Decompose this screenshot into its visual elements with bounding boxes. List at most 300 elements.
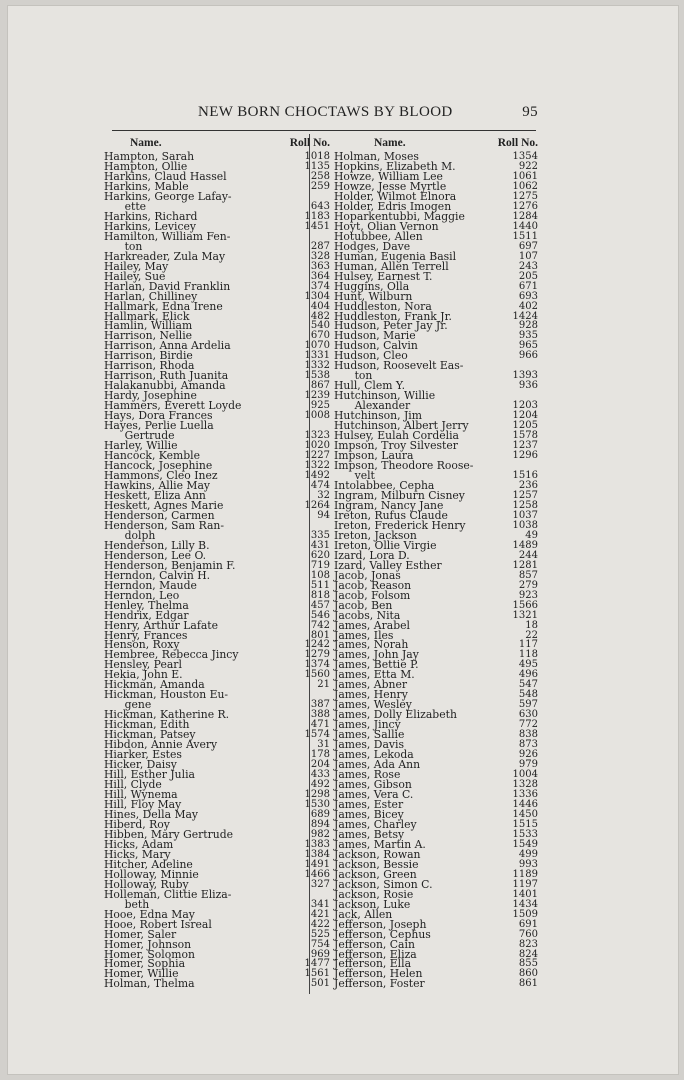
entry-roll-number: 982 [310,828,330,840]
entry-name: Homer, Willie [104,967,179,981]
entry-name: Human, Allen Terrell [334,259,449,273]
entry-name: Harkins, George Lafay- [104,189,232,203]
entry-name: Hutchinson, Jim [334,409,422,423]
entry-name: Hawkins, Allie May [104,478,211,492]
entry-name: Homer, Solomon [104,947,195,961]
name-heading: Name. [374,137,406,149]
entry-roll-number: 643 [310,200,330,212]
entry-roll-number: 421 [310,908,330,920]
entry-name: Hulsey, Eulah Cordelia [334,429,459,443]
entry-name: beth [104,897,150,911]
entry-name: Hill, Floy May [104,797,182,811]
entry-name: James, Iles [334,628,394,642]
entry-roll-number: 1275 [512,190,538,202]
entry-roll-number: 1258 [512,499,538,511]
entry-name: Hunt, Wilburn [334,289,413,303]
entry-name: Hines, Della May [104,807,199,821]
entry-roll-number: 1008 [304,410,330,422]
entry-roll-number: 108 [310,569,330,581]
entry-roll-number: 922 [518,160,538,172]
entry-name: Jefferson, Cain [334,937,415,951]
entry-roll-number: 363 [310,260,330,272]
entry-roll-number: 1323 [304,430,330,442]
entry-name: Harrison, Nellie [104,329,193,343]
entry-name: James, Bettie P. [334,658,419,672]
entry-roll-number: 1062 [512,180,538,192]
entry-roll-number: 433 [310,769,330,781]
entry-roll-number: 259 [310,180,330,192]
entry-roll-number: 1205 [512,420,538,432]
entry-name: Hailey, Sue [104,269,166,283]
entry-name: Jacobs, Nita [334,608,401,622]
entry-name: Henderson, Carmen [104,508,215,522]
entry-name: Human, Eugenia Basil [334,249,457,263]
entry-roll-number: 966 [518,350,538,362]
entry-roll-number: 1492 [304,470,330,481]
entry-roll-number: 926 [518,749,538,761]
entry-name: Jefferson, Foster [334,977,425,991]
entry-roll-number: 754 [310,938,330,950]
entry-roll-number: 1560 [304,669,330,681]
entry-name: Hudson, Roosevelt Eas- [334,359,464,373]
entry-name: Hoyt, Olian Vernon [334,219,439,233]
entry-roll-number: 1336 [512,789,538,800]
entry-roll-number: 857 [518,569,538,581]
right-entries [334,150,538,991]
entry-name: James, Henry [334,688,408,702]
entry-roll-number: 823 [518,938,538,950]
entry-name: Harkins, Mable [104,179,189,193]
entry-name: Henderson, Lilly B. [104,538,210,552]
entry-name: Hembree, Rebecca Jincy [104,648,239,662]
entry-name: ette [104,199,147,213]
entry-roll-number: 94 [317,509,330,521]
entry-name: ton [104,239,143,253]
entry-roll-number: 511 [310,579,330,591]
entry-name: Ireton, Ollie Virgie [334,538,437,552]
entry-roll-number: 1203 [512,400,538,412]
entry-roll-number: 328 [310,250,330,262]
entry-row [104,979,334,989]
entry-roll-number: 1566 [512,599,538,611]
left-entries [104,152,334,989]
entry-name: Ireton, Frederick Henry [334,518,466,532]
entry-name: Impson, Laura [334,449,414,463]
entry-roll-number: 1578 [512,430,538,442]
entry-name: Hickman, Houston Eu- [104,688,229,702]
entry-roll-number: 597 [518,699,538,711]
entry-name: Hays, Dora Frances [104,409,213,423]
entry-roll-number: 1538 [304,370,330,382]
entry-roll-number: 867 [310,380,330,392]
entry-roll-number: 1332 [304,360,330,372]
entry-name: Hicker, Daisy [104,758,177,772]
entry-name: Hailey, May [104,259,169,273]
entry-roll-number: 1450 [512,808,538,820]
entry-roll-number: 993 [518,858,538,870]
entry-name: James, Dolly Elizabeth [334,708,457,722]
entry-roll-number: 1239 [304,390,330,402]
entry-name: Jefferson, Ella [334,957,412,971]
entry-roll-number: 1446 [512,798,538,810]
entry-name: Hodges, Dave [334,239,411,253]
entry-roll-number: 501 [310,978,330,990]
entry-roll-number: 1328 [512,779,538,791]
entry-roll-number: 1491 [304,858,330,870]
entry-name: James, Arabel [334,618,410,632]
entry-roll-number: 1296 [512,450,538,462]
entry-roll-number: 387 [310,699,330,711]
entry-roll-number: 335 [310,529,330,541]
page-number: 95 [522,104,538,120]
entry-name: Intolabbee, Cepha [334,478,435,492]
entry-name: Impson, Theodore Roose- [334,459,474,473]
entry-name: Harrison, Rhoda [104,359,195,373]
entry-name: Holman, Moses [334,150,419,163]
entry-roll-number: 969 [310,948,330,960]
entry-name: Hooe, Robert Isreal [104,917,212,931]
entry-roll-number: 474 [310,479,330,491]
entry-name: James, John Jay [334,648,419,662]
entry-roll-number: 670 [310,330,330,342]
entry-roll-number: 1298 [304,789,330,800]
entry-roll-number: 471 [310,719,330,731]
entry-name: Jefferson, Cephus [334,927,431,941]
entry-name: Hudson, Calvin [334,339,418,353]
entry-roll-number: 1284 [512,210,538,222]
right-column [334,137,538,991]
entry-roll-number: 117 [518,639,538,651]
entry-name: Hill, Wynema [104,788,178,801]
entry-name: Henderson, Sam Ran- [104,518,224,532]
entry-name: Hudson, Marie [334,329,416,343]
entry-roll-number: 1322 [304,460,330,472]
entry-name: Jack, Allen [334,907,393,921]
entry-roll-number: 630 [518,709,538,721]
entry-roll-number: 495 [518,659,538,671]
entry-name: Jefferson, Joseph [334,917,427,931]
entry-name: Jefferson, Eliza [334,947,417,961]
entry-roll-number: 620 [310,549,330,561]
entry-name: Hulsey, Earnest T. [334,269,433,283]
entry-name: Hickman, Katherine R. [104,708,230,722]
entry-name: Holder, Wilmot Elnora [334,189,457,203]
entry-name: Hekia, John E. [104,668,183,682]
entry-roll-number: 243 [518,260,538,272]
entry-roll-number: 979 [518,759,538,771]
entry-roll-number: 1037 [512,509,538,521]
entry-roll-number: 742 [310,619,330,631]
entry-name: Hudson, Cleo [334,349,408,363]
document-page [8,6,678,1074]
entry-name: Ingram, Milburn Cisney [334,488,465,502]
entry-roll-number: 525 [310,928,330,940]
entry-roll-number: 1070 [304,340,330,352]
entry-roll-number: 499 [518,848,538,860]
entry-name: Jackson, Rowan [334,847,421,861]
entry-name: Harrison, Anna Ardelia [104,339,231,353]
entry-name: Harlan, David Franklin [104,279,231,293]
entry-roll-number: 1004 [512,769,538,781]
entry-roll-number: 1451 [304,220,330,232]
entry-roll-number: 1466 [304,868,330,880]
entry-roll-number: 118 [518,649,538,661]
name-heading: Name. [130,137,162,149]
entry-roll-number: 925 [310,400,330,412]
entry-roll-number: 1393 [512,370,538,382]
entry-roll-number: 1515 [512,818,538,830]
entry-name: Hiberd, Roy [104,817,170,831]
entry-name: Hensley, Pearl [104,658,182,672]
entry-name: Homer, Sophia [104,957,186,971]
entry-name: Henry, Frances [104,628,188,642]
entry-roll-number: 1227 [304,450,330,462]
entry-name: Alexander [334,399,411,413]
entry-name: Henley, Thelma [104,598,189,612]
entry-roll-number: 1061 [512,170,538,182]
entry-name: gene [104,698,152,712]
entry-roll-number: 928 [518,320,538,332]
entry-roll-number: 1279 [304,649,330,661]
entry-roll-number: 548 [518,689,538,701]
entry-roll-number: 492 [310,779,330,791]
entry-roll-number: 691 [518,918,538,930]
entry-name: Hamlin, William [104,319,193,333]
entry-roll-number: 1509 [512,908,538,920]
entry-name: Hotubbee, Allen [334,229,423,243]
entry-roll-number: 760 [518,928,538,940]
entry-roll-number: 693 [518,290,538,302]
entry-roll-number: 547 [518,679,538,691]
entry-roll-number: 1183 [304,210,330,222]
entry-name: Jackson, Simon C. [334,877,433,891]
entry-name: Hill, Esther Julia [104,768,195,782]
entry-roll-number: 1533 [512,828,538,840]
entry-roll-number: 22 [525,629,538,641]
entry-name: James, Betsy [334,827,405,841]
entry-name: Harkins, Richard [104,209,198,223]
entry-name: Hutchinson, Albert Jerry [334,419,469,433]
entry-name: Impson, Troy Silvester [334,439,458,453]
entry-roll-number: 671 [518,280,538,292]
entry-name: Jackson, Luke [334,897,411,911]
entry-name: Hicks, Mary [104,847,171,861]
entry-roll-number: 824 [518,948,538,960]
entry-name: Jackson, Bessie [334,857,419,871]
entry-roll-number: 1530 [304,798,330,810]
entry-roll-number: 422 [310,918,330,930]
entry-name: Hill, Clyde [104,778,162,792]
entry-name: Harkins, Claud Hassel [104,169,227,183]
entry-roll-number: 697 [518,240,538,252]
entry-name: Hayes, Perlie Luella [104,419,214,433]
entry-roll-number: 923 [518,589,538,601]
entry-name: Holloway, Minnie [104,867,199,881]
entry-name: Hicks, Adam [104,837,174,851]
entry-name: Hallmark, Elick [104,309,190,323]
entry-name: Jackson, Rosie [334,887,414,901]
entry-roll-number: 1434 [512,898,538,910]
entry-name: James, Ada Ann [334,758,421,772]
entry-roll-number: 719 [310,559,330,571]
entry-roll-number: 1204 [512,410,538,422]
entry-name: Hammons, Cleo Inez [104,469,218,482]
entry-name: Hopkins, Elizabeth M. [334,159,456,173]
entry-roll-number: 1374 [304,659,330,671]
entry-roll-number: 236 [518,479,538,491]
entry-roll-number: 107 [518,250,538,262]
entry-name: James, Wesley [334,698,412,712]
roll-heading: Roll No. [497,137,538,149]
entry-name: Hooe, Edna May [104,907,195,921]
entry-name: Izard, Valley Esther [334,558,442,572]
entry-name: Hampton, Ollie [104,159,188,173]
entry-name: Jackson, Green [334,867,417,881]
entry-name: Howze, William Lee [334,169,443,183]
entry-name: Gertrude [104,429,175,443]
entry-roll-number: 341 [310,898,330,910]
entry-name: Hammers, Everett Loyde [104,399,242,413]
entry-name: Harrison, Ruth Juanita [104,369,229,383]
entry-roll-number: 258 [310,170,330,182]
entry-name: Henderson, Lee O. [104,548,207,562]
entry-roll-number: 1321 [512,609,538,621]
entry-roll-number: 1276 [512,200,538,212]
entry-name: Heskett, Agnes Marie [104,498,224,512]
entry-name: Harrison, Birdie [104,349,193,363]
entry-name: Herndon, Calvin H. [104,568,211,582]
entry-name: Hudson, Peter Jay Jr. [334,319,448,333]
entry-roll-number: 1574 [304,729,330,741]
entry-roll-number: 244 [518,549,538,561]
entry-name: Hitcher, Adeline [104,857,193,871]
entry-name: James, Bicey [334,807,404,821]
entry-roll-number: 1440 [512,220,538,232]
entry-roll-number: 1242 [304,639,330,651]
entry-roll-number: 1135 [304,160,330,172]
entry-name: Huddleston, Frank Jr. [334,309,452,323]
entry-name: James, Sallie [334,728,405,742]
entry-name: Jacob, Reason [334,578,412,592]
entry-roll-number: 1331 [304,350,330,362]
entry-name: Hutchinson, Willie [334,389,436,403]
entry-roll-number: 860 [518,968,538,980]
entry-roll-number: 457 [310,599,330,611]
entry-name: Harley, Willie [104,439,178,453]
entry-roll-number: 855 [518,958,538,970]
entry-roll-number: 1197 [512,878,538,890]
entry-name: Halakanubbi, Amanda [104,379,226,393]
entry-roll-number: 1549 [512,838,538,850]
entry-name: Henson, Roxy [104,638,180,652]
entry-roll-number: 1489 [512,539,538,551]
entry-name: Ireton, Jackson [334,528,417,542]
entry-roll-number: 1281 [512,559,538,571]
entry-name: Hamilton, William Fen- [104,229,231,243]
entry-name: Huddleston, Nora [334,299,432,313]
entry-roll-number: 327 [310,878,330,890]
entry-roll-number: 287 [310,240,330,252]
entry-name: Herndon, Leo [104,588,180,602]
entry-roll-number: 178 [310,749,330,761]
page-header [118,104,538,126]
entry-roll-number: 1516 [512,470,538,481]
entry-name: Izard, Lora D. [334,548,410,562]
entry-name: Hardy, Josephine [104,389,197,403]
entry-roll-number: 1038 [512,519,538,531]
entry-roll-number: 1020 [304,440,330,452]
entry-roll-number: 873 [518,739,538,751]
entry-roll-number: 936 [518,380,538,392]
entry-name: Harkreader, Zula May [104,249,226,263]
entry-name: Hampton, Sarah [104,150,195,163]
entry-name: Hull, Clem Y. [334,379,406,393]
entry-name: Hiarker, Estes [104,748,182,762]
entry-name: James, Rose [334,768,401,782]
entry-roll-number: 838 [518,729,538,741]
entry-name: Homer, Johnson [104,937,192,951]
entry-name: James, Norah [334,638,409,652]
entry-roll-number: 1477 [304,958,330,970]
entry-name: James, Lekoda [334,748,414,762]
entry-name: James, Etta M. [334,668,415,682]
entry-name: Hickman, Patsey [104,728,196,742]
entry-name: Heskett, Eliza Ann [104,488,206,502]
entry-roll-number: 1401 [512,888,538,900]
entry-roll-number: 1424 [512,310,538,322]
entry-name: James, Abner [334,678,408,692]
entry-roll-number: 496 [518,669,538,681]
entry-name: Hallmark, Edna Irene [104,299,223,313]
entry-name: Holman, Thelma [104,977,195,991]
entry-name: Ingram, Nancy Jane [334,498,444,512]
entry-name: Henry, Arthur Lafate [104,618,219,632]
entry-name: velt [334,469,375,482]
entry-roll-number: 546 [310,609,330,621]
entry-name: Hancock, Kemble [104,449,200,463]
entry-name: James, Ester [334,797,404,811]
entry-roll-number: 772 [518,719,538,731]
entry-name: Henderson, Benjamin F. [104,558,236,572]
entry-roll-number: 861 [518,978,538,990]
entry-name: Jefferson, Helen [334,967,423,981]
entry-roll-number: 1257 [512,489,538,501]
entry-roll-number: 801 [310,629,330,641]
entry-name: dolph [104,528,156,542]
entry-name: ton [334,369,373,383]
entry-roll-number: 1384 [304,848,330,860]
entry-roll-number: 1511 [512,230,538,242]
entry-name: James, Vera C. [334,788,414,801]
entry-roll-number: 431 [310,539,330,551]
entry-roll-number: 540 [310,320,330,332]
left-column [104,137,334,989]
entry-name: Harlan, Chilliney [104,289,198,303]
entry-name: Herndon, Maude [104,578,197,592]
entry-roll-number: 374 [310,280,330,292]
entry-roll-number: 388 [310,709,330,721]
entry-name: Hendrix, Edgar [104,608,189,622]
entry-roll-number: 18 [525,619,538,631]
entry-name: James, Jincy [334,718,401,732]
entry-name: Ireton, Rufus Claude [334,508,448,522]
entry-name: Hancock, Josephine [104,459,213,473]
entry-name: Hickman, Amanda [104,678,205,692]
entry-name: Huggins, Olla [334,279,410,293]
entry-roll-number: 1189 [512,868,538,880]
entry-roll-number: 689 [310,808,330,820]
entry-roll-number: 404 [310,300,330,312]
